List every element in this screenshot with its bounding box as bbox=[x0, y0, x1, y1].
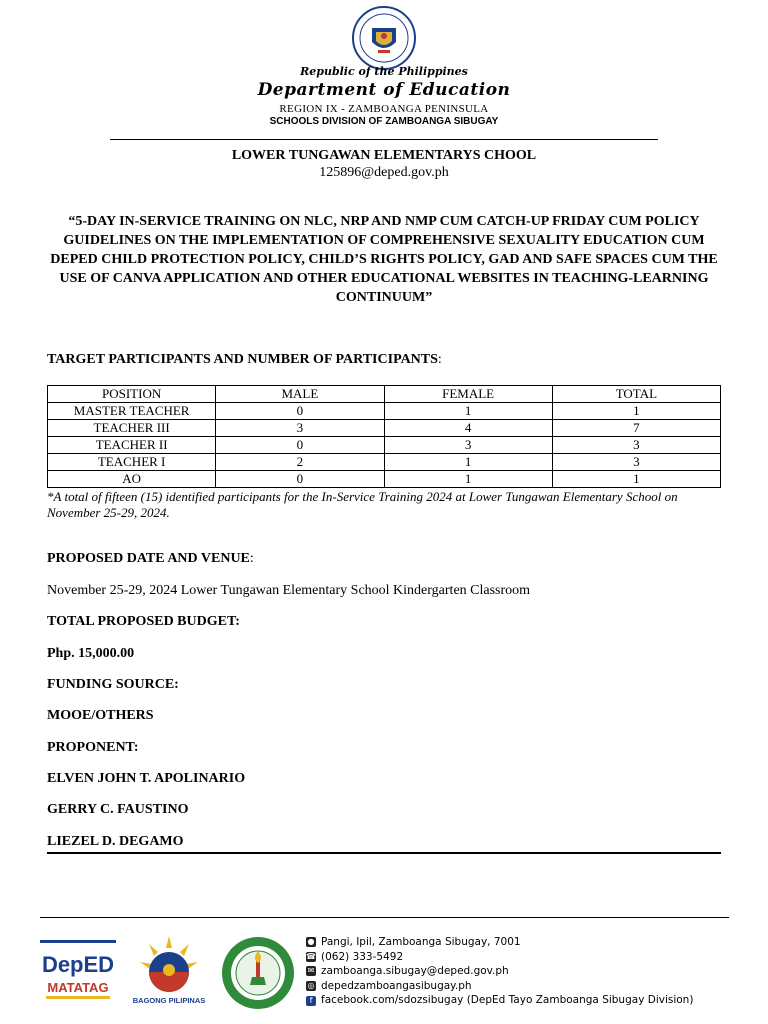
proponent-name: LIEZEL D. DEGAMO bbox=[47, 834, 184, 849]
table-cell: 1 bbox=[384, 471, 552, 488]
proponent-heading: PROPONENT: bbox=[47, 740, 139, 755]
venue-value: November 25-29, 2024 Lower Tungawan Elementary School Kindergarten Classroom bbox=[47, 583, 531, 598]
table-cell: 1 bbox=[384, 403, 552, 420]
column-header: FEMALE bbox=[384, 386, 552, 403]
participants-table bbox=[47, 385, 721, 488]
column-header: POSITION bbox=[48, 386, 216, 403]
contact-list bbox=[306, 935, 693, 1008]
bagong-pilipinas-logo bbox=[130, 934, 208, 1006]
table-cell: 2 bbox=[216, 454, 384, 471]
table-header-row bbox=[48, 386, 721, 403]
venue-heading: PROPOSED DATE AND VENUE: bbox=[47, 551, 254, 566]
contact-address: ● Pangi, Ipil, Zamboanga Sibugay, 7001 bbox=[307, 936, 521, 949]
phone-icon: ☎ bbox=[306, 951, 316, 961]
funding-value: MOOE/OTHERS bbox=[47, 708, 154, 723]
department-name: Department of Education bbox=[257, 80, 511, 100]
deped-matatag-logo bbox=[40, 938, 116, 1002]
table-cell: 0 bbox=[216, 471, 384, 488]
school-email: 125896@deped.gov.ph bbox=[319, 165, 449, 180]
contact-email[interactable]: ✉ zamboanga.sibugay@deped.gov.ph bbox=[307, 965, 509, 978]
contact-website[interactable]: ◎ depedzamboangasibugay.ph bbox=[307, 979, 472, 992]
globe-icon: ◎ bbox=[307, 981, 315, 991]
budget-value: Php. 15,000.00 bbox=[47, 646, 135, 661]
table-cell: MASTER TEACHER bbox=[48, 403, 216, 420]
proponent-name: GERRY C. FAUSTINO bbox=[47, 802, 189, 817]
table-cell: 0 bbox=[216, 403, 384, 420]
footer-divider bbox=[40, 917, 729, 918]
mail-icon: ✉ bbox=[307, 966, 315, 976]
facebook-icon: f bbox=[306, 996, 316, 1006]
table-cell: 7 bbox=[552, 420, 720, 437]
proponent-name: ELVEN JOHN T. APOLINARIO bbox=[47, 771, 246, 786]
table-cell: 1 bbox=[552, 403, 720, 420]
contact-phone: ☎ (062) 333-5492 bbox=[306, 950, 404, 963]
region-line: REGION IX - ZAMBOANGA PENINSULA bbox=[279, 103, 489, 115]
table-row bbox=[48, 471, 721, 488]
svg-text:DepED: DepED bbox=[41, 952, 115, 977]
signature-line bbox=[47, 852, 721, 854]
table-cell: 0 bbox=[216, 437, 384, 454]
participants-note: *A total of fifteen (15) identified participants for the In-Service Training 2024 at Lower Tungawan Elementary School on November 25-29, 2024. bbox=[47, 489, 678, 520]
table-cell: 4 bbox=[384, 420, 552, 437]
participants-heading: TARGET PARTICIPANTS AND NUMBER OF PARTICIPANTS: bbox=[47, 352, 442, 367]
deped-seal-logo bbox=[352, 6, 416, 70]
column-header: TOTAL bbox=[552, 386, 720, 403]
column-header: MALE bbox=[216, 386, 384, 403]
school-name: LOWER TUNGAWAN ELEMENTARYS CHOOL bbox=[231, 148, 537, 163]
table-row bbox=[48, 403, 721, 420]
table-row bbox=[48, 420, 721, 437]
table-cell: TEACHER I bbox=[48, 454, 216, 471]
contact-facebook[interactable]: f facebook.com/sdozsibugay (DepEd Tayo Zamboanga Sibugay Division) bbox=[306, 993, 693, 1008]
republic-line: Republic of the Philippines bbox=[300, 65, 468, 78]
table-cell: 3 bbox=[216, 420, 384, 437]
table-cell: TEACHER III bbox=[48, 420, 216, 437]
table-row bbox=[48, 437, 721, 454]
location-icon: ● bbox=[307, 937, 315, 947]
funding-heading: FUNDING SOURCE: bbox=[47, 677, 179, 692]
svg-text:BAGONG PILIPINAS: BAGONG PILIPINAS bbox=[132, 996, 206, 1005]
table-row bbox=[48, 454, 721, 471]
table-cell: AO bbox=[48, 471, 216, 488]
svg-text:MATATAG: MATATAG bbox=[47, 980, 109, 995]
table-cell: 3 bbox=[552, 454, 720, 471]
table-cell: 1 bbox=[384, 454, 552, 471]
division-line: SCHOOLS DIVISION OF ZAMBOANGA SIBUGAY bbox=[269, 116, 499, 127]
table-cell: TEACHER II bbox=[48, 437, 216, 454]
table-cell: 1 bbox=[552, 471, 720, 488]
document-title: “5-DAY IN-SERVICE TRAINING ON NLC, NRP AND NMP CUM CATCH-UP FRIDAY CUM POLICY GUIDELINES ON THE IMPLEMENTATION OF COMPREHENSIVE SEXUALITY EDUCATION CUM DEPED CHILD PROTECTION POLICY, CHILD’S RIGHTS POLICY, GAD AND SAFE SPACES CUM THE USE OF CANVA APPLICATION AND OTHER EDUCATIONAL WEBSITES IN TEACHING-LEARNING CONTINUUM” bbox=[50, 214, 718, 305]
budget-heading: TOTAL PROPOSED BUDGET: bbox=[47, 614, 240, 629]
division-seal-logo bbox=[220, 935, 296, 1011]
table-cell: 3 bbox=[384, 437, 552, 454]
table-cell: 3 bbox=[552, 437, 720, 454]
header-divider bbox=[110, 139, 658, 140]
